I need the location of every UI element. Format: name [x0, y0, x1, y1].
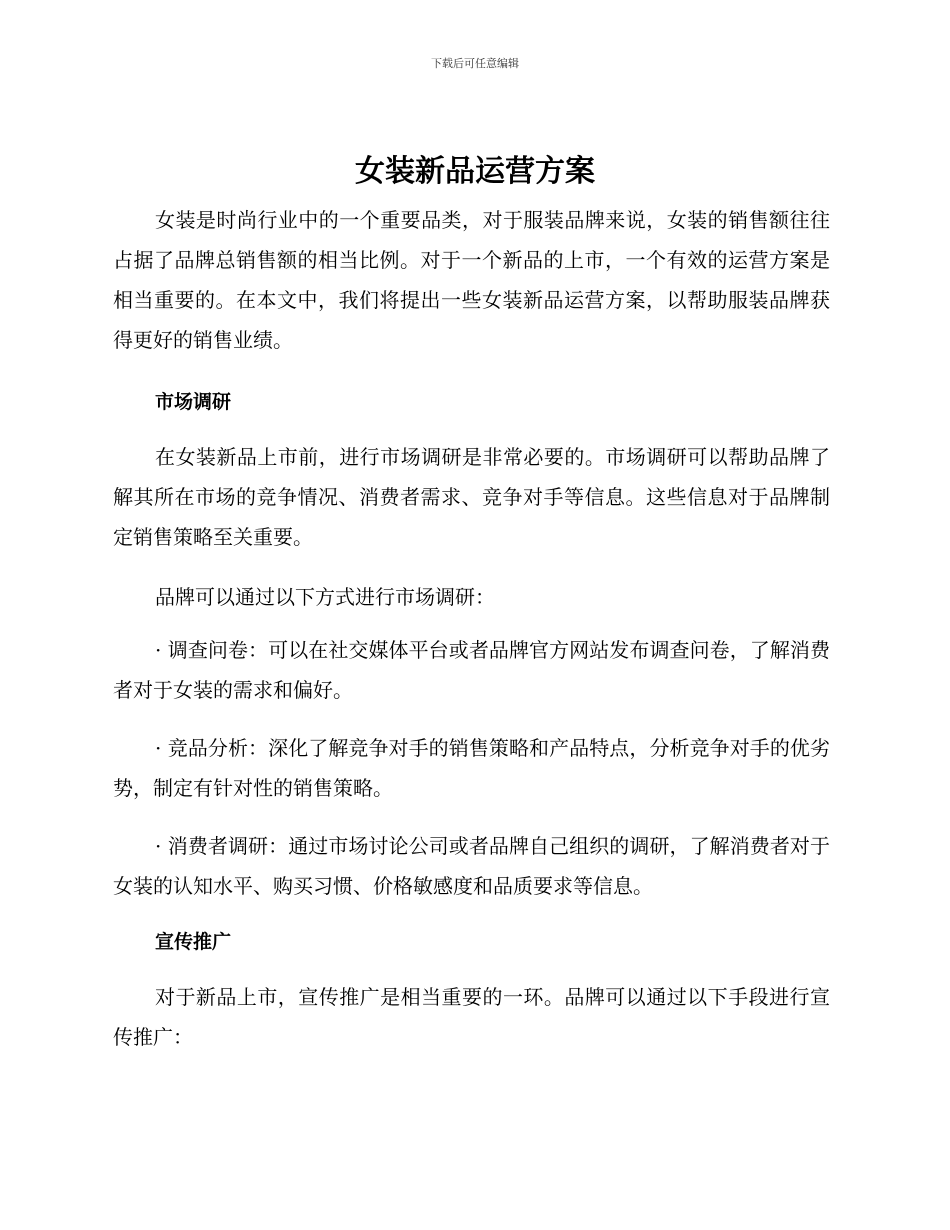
market-research-paragraph: 在女装新品上市前，进行市场调研是非常必要的。市场调研可以帮助品牌了解其所在市场的竞争情况、消费者需求、竞争对手等信息。这些信息对于品牌制定销售策略至关重要。 [113, 445, 830, 549]
intro-paragraph: 女装是时尚行业中的一个重要品类，对于服装品牌来说，女装的销售额往往占据了品牌总销售额的相当比例。对于一个新品的上市，一个有效的运营方案是相当重要的。在本文中，我们将提出一些女装新品运营方案，以帮助服装品牌获得更好的销售业绩。 [113, 208, 830, 352]
market-research-methods-intro: 品牌可以通过以下方式进行市场调研： [155, 585, 495, 609]
bullet-survey: · 调查问卷：可以在社交媒体平台或者品牌官方网站发布调查问卷，了解消费者对于女装的需求和偏好。 [113, 638, 830, 702]
bullet-consumer-research: · 消费者调研：通过市场讨论公司或者品牌自己组织的调研，了解消费者对于女装的认知水平、购买习惯、价格敏感度和品质要求等信息。 [113, 834, 830, 898]
section-heading-market-research: 市场调研 [155, 391, 232, 413]
header-note: 下载后可任意编辑 [431, 57, 519, 70]
document-title: 女装新品运营方案 [355, 154, 595, 189]
bullet-competitor-analysis: · 竞品分析：深化了解竞争对手的销售策略和产品特点，分析竞争对手的优劣势，制定有针对性的销售策略。 [113, 736, 830, 800]
section-heading-promotion: 宣传推广 [155, 931, 232, 953]
promotion-paragraph: 对于新品上市，宣传推广是相当重要的一环。品牌可以通过以下手段进行宣传推广： [113, 985, 830, 1049]
